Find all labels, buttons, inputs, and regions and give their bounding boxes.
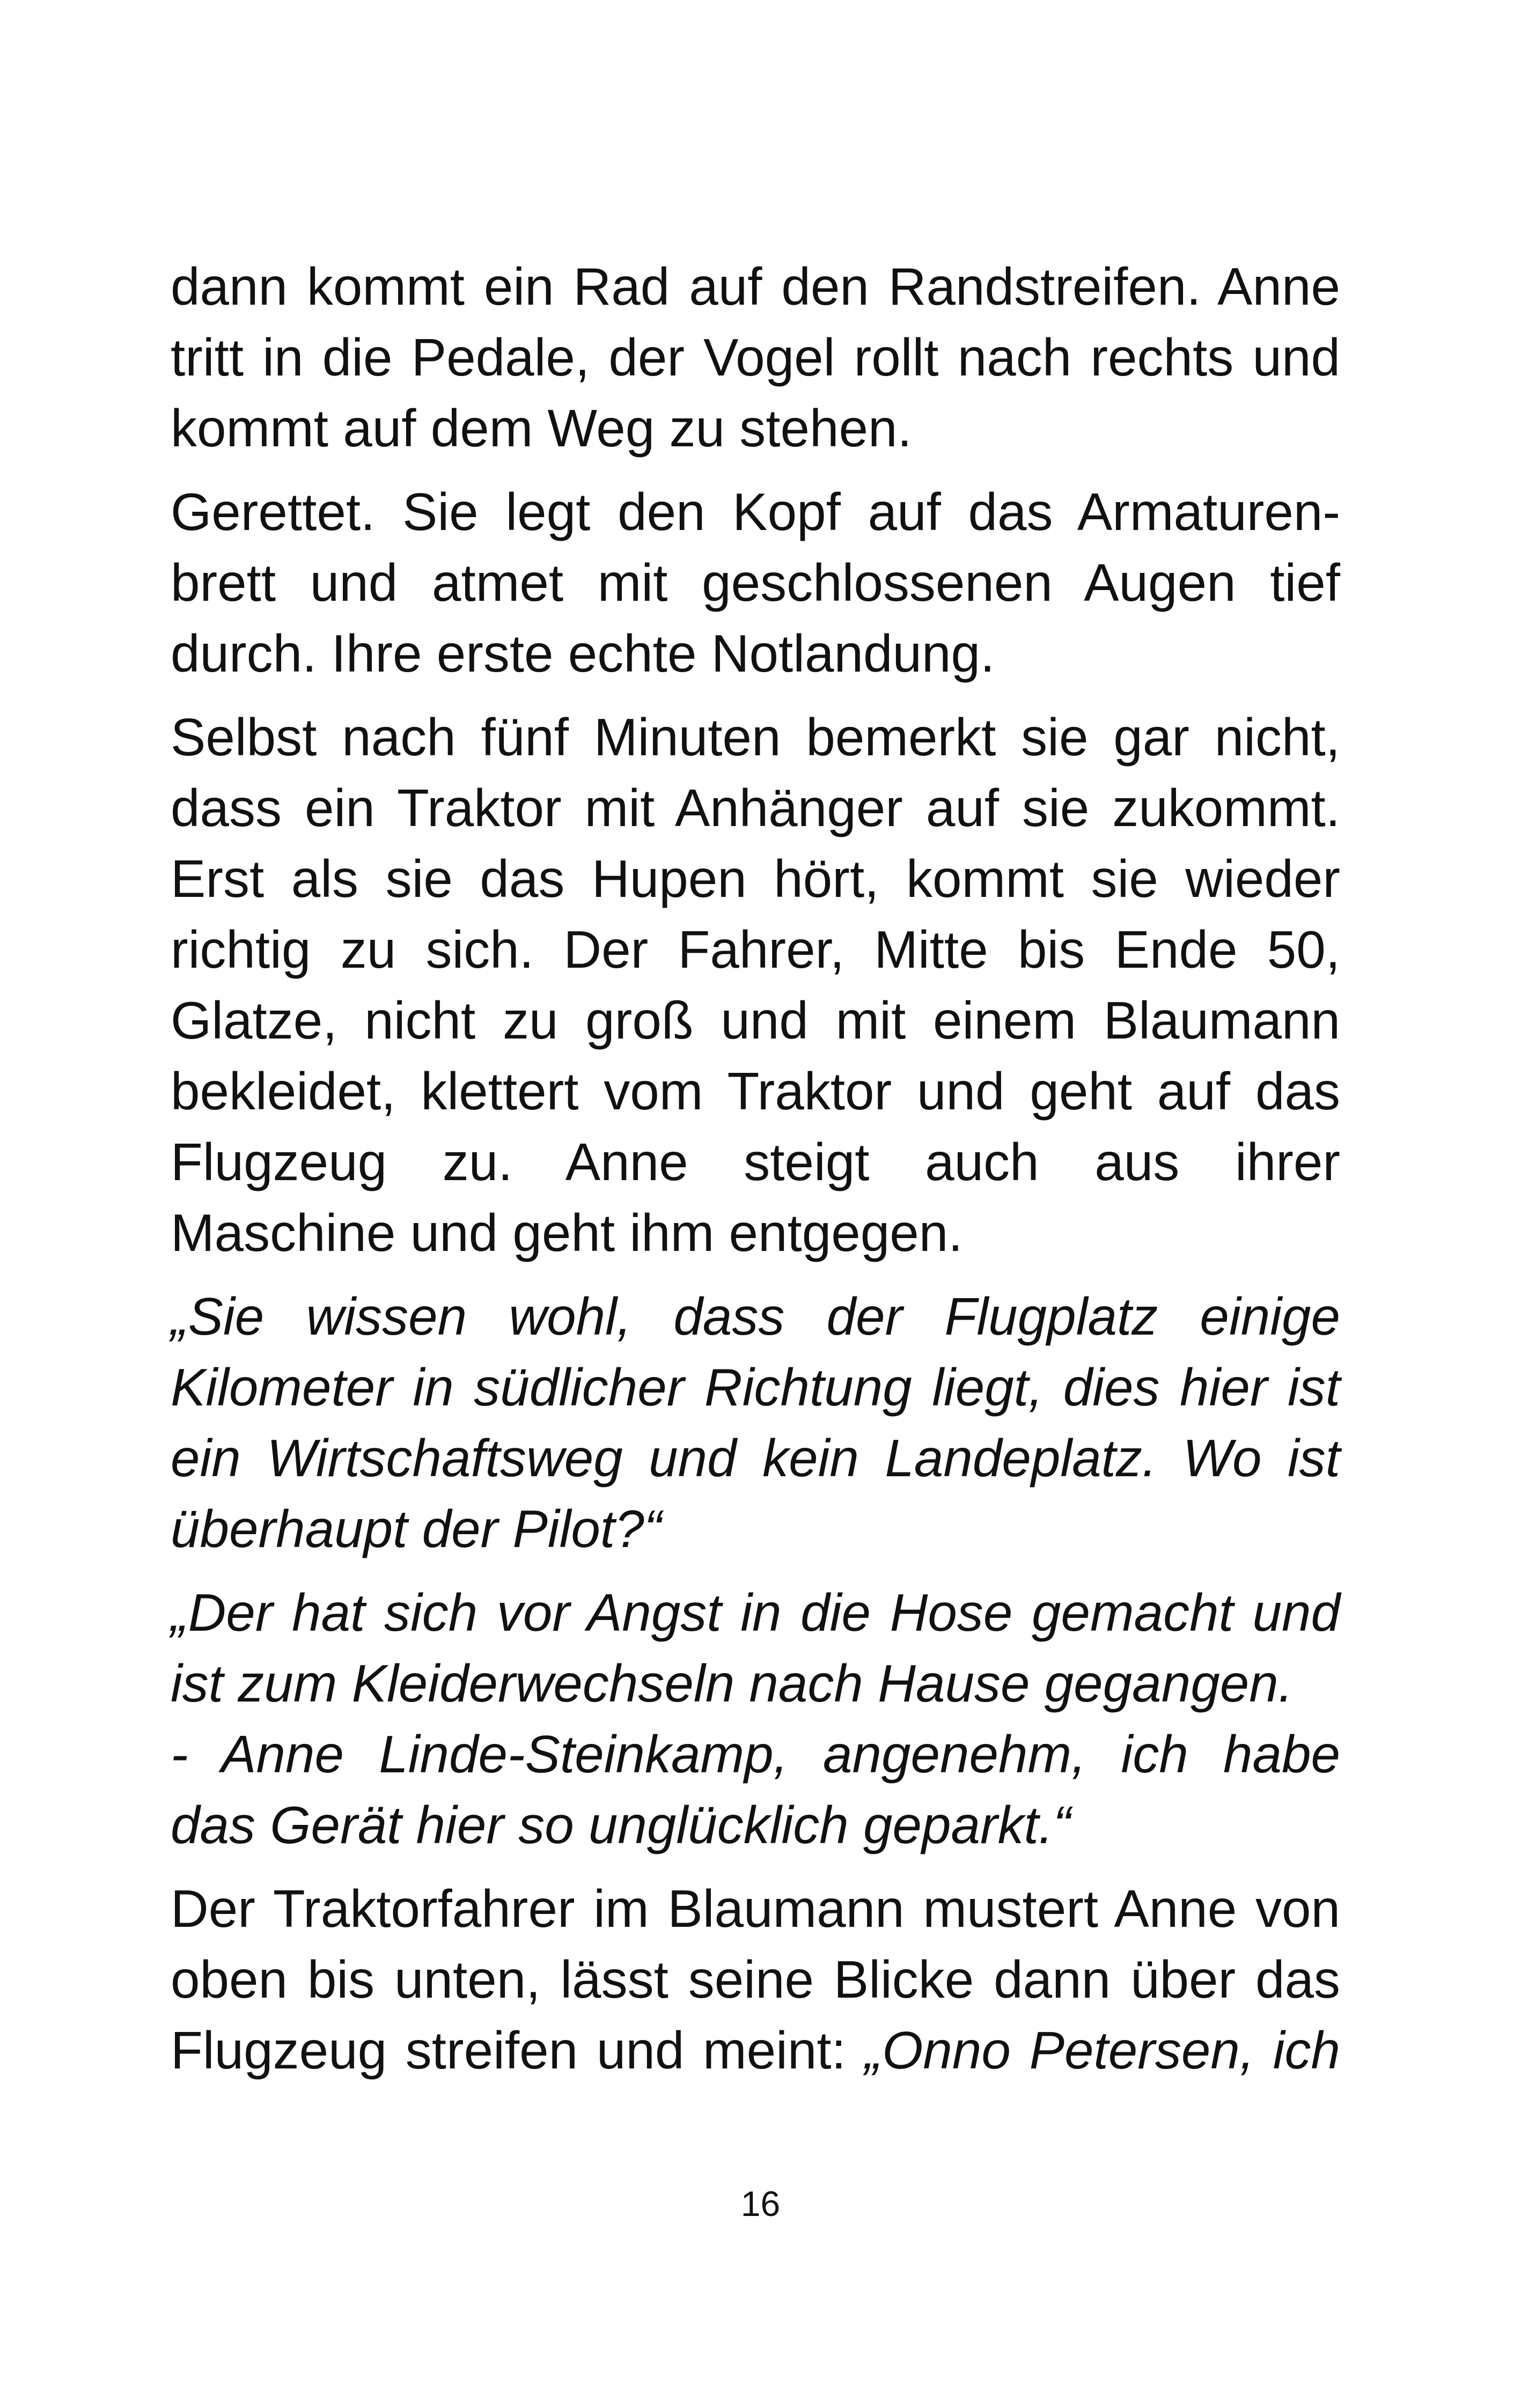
page-body-text <box>171 251 1340 2098</box>
text-line: kommt auf dem Weg zu stehen. <box>171 399 912 458</box>
text-line: Erst als sie das Hupen hört, kommt sie wieder <box>171 849 1340 908</box>
text-line: - Anne Linde-Steinkamp, angenehm, ich habe <box>171 1725 1340 1784</box>
text-line: brett und atmet mit geschlossenen Augen tief <box>171 553 1340 612</box>
paragraph-4-quote <box>171 1281 1340 1564</box>
paragraph-6 <box>171 1873 1340 2086</box>
text-line: Der Traktorfahrer im Blaumann mustert Anne von <box>171 1879 1340 1938</box>
page-number: 16 <box>740 2184 781 2223</box>
paragraph-5-quote <box>171 1577 1340 1860</box>
text-line: Glatze, nicht zu groß und mit einem Blaumann <box>171 991 1340 1050</box>
text-line-mixed <box>171 2015 1340 2086</box>
text-line: dann kommt ein Rad auf den Randstreifen. Anne <box>171 257 1340 316</box>
text-line: Gerettet. Sie legt den Kopf auf das Armaturen- <box>171 482 1340 541</box>
text-line: bekleidet, klettert vom Traktor und geht auf das <box>171 1062 1340 1121</box>
text-line: durch. Ihre erste echte Notlandung. <box>171 624 995 683</box>
text-line: ist zum Kleiderwechseln nach Hause gegangen. <box>171 1654 1293 1713</box>
text-line: Kilometer in südlicher Richtung liegt, dies hier ist <box>171 1358 1340 1417</box>
text-line: das Gerät hier so unglücklich geparkt.“ <box>171 1795 1071 1854</box>
text-line: Flugzeug zu. Anne steigt auch aus ihrer <box>171 1132 1340 1191</box>
text-line: dass ein Traktor mit Anhänger auf sie zukommt. <box>171 778 1340 837</box>
text-line: Selbst nach fünf Minuten bemerkt sie gar nicht, <box>171 708 1340 767</box>
text-line: tritt in die Pedale, der Vogel rollt nach rechts und <box>171 328 1340 387</box>
paragraph-1 <box>171 251 1340 463</box>
text-line: ein Wirtschaftsweg und kein Landeplatz. Wo ist <box>171 1428 1340 1487</box>
text-line: „Sie wissen wohl, dass der Flugplatz einige <box>171 1287 1340 1346</box>
text-line: überhaupt der Pilot?“ <box>171 1499 662 1558</box>
text-segment-italic: „Onno Petersen, ich <box>864 2021 1341 2080</box>
text-line: richtig zu sich. Der Fahrer, Mitte bis Ende 50, <box>171 920 1340 979</box>
text-segment: Flugzeug streifen und meint: <box>171 2021 865 2080</box>
paragraph-2 <box>171 476 1340 689</box>
paragraph-3 <box>171 702 1340 1268</box>
text-line: Maschine und geht ihm entgegen. <box>171 1203 963 1262</box>
text-line: „Der hat sich vor Angst in die Hose gemacht und <box>171 1583 1340 1642</box>
text-line: oben bis unten, lässt seine Blicke dann über das <box>171 1950 1340 2009</box>
